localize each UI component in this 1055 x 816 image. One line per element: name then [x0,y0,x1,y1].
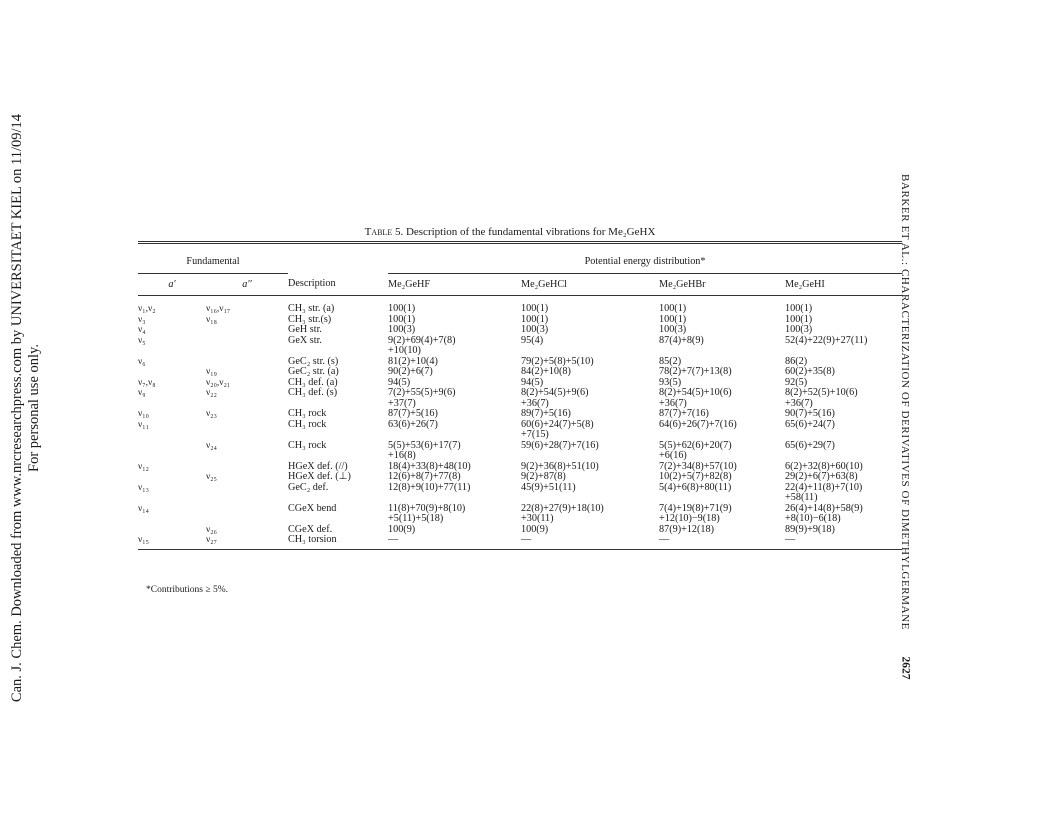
cell-me2gehbr: 7(2)+34(8)+57(10) [659,460,737,472]
table-caption [120,226,900,238]
cell-me2gehi: 6(2)+32(8)+60(10) [785,460,863,472]
cell-me2gehi: 86(2) [785,355,808,367]
cell-description [288,346,388,357]
cell-a-double-prime: ν₁₉ [206,367,217,377]
col-a-double-prime: a′′ [206,273,288,296]
cell-me2gehbr: 10(2)+5(7)+82(8) [659,471,732,482]
cell-description: CGeX def. [288,523,333,535]
cell-me2gehi: 22(4)+11(8)+7(10) [785,481,863,493]
cell-me2gehbr: 87(4)+8(9) [659,334,704,346]
cell-a-prime: ν₁₅ [138,535,206,549]
cell-a-double-prime [206,462,288,473]
table-row [138,493,902,504]
table-row [138,409,902,420]
cell-me2gehcl: 100(9) [521,523,549,535]
table-row [138,514,902,525]
table-row [138,346,902,357]
fundamental-header: Fundamental [138,243,288,274]
col-me2gehf: Me₂GeHF [388,273,521,296]
cell-me2gehbr: 8(2)+54(5)+10(6) [659,387,732,398]
cell-me2gehi: 100(1) [785,303,813,314]
cell-description: CH₃ str. (a) [288,303,335,314]
cell-a-double-prime [206,493,288,504]
cell-a-prime [138,451,206,462]
cell-me2gehf: 9(2)+69(4)+7(8) [388,334,456,346]
cell-a-double-prime: ν₂₃ [206,409,217,419]
cell-me2gehbr [659,493,785,504]
cell-a-prime: ν₁₀ [138,409,149,419]
cell-description: HGeX def. (//) [288,460,348,472]
cell-a-double-prime [206,514,288,525]
cell-me2gehcl: 22(8)+27(9)+18(10) [521,502,604,514]
cell-a-prime: ν₆ [138,356,146,367]
cell-me2gehcl: +30(11) [521,513,554,524]
table-row [138,472,902,483]
cell-me2gehbr: 85(2) [659,355,682,367]
cell-me2gehcl: 84(2)+10(8) [521,366,571,377]
cell-me2gehcl: 59(6)+28(7)+7(16) [521,439,599,451]
cell-me2gehcl: 100(3) [521,324,549,335]
cell-me2gehf: 87(7)+5(16) [388,408,438,419]
cell-me2gehi: 60(2)+35(8) [785,366,835,377]
table-row [138,388,902,399]
cell-description: HGeX def. (⊥) [288,471,351,482]
cell-me2gehi: 52(4)+22(9)+27(11) [785,334,868,346]
cell-me2gehi: 29(2)+6(7)+63(8) [785,471,858,482]
cell-description [288,430,388,441]
cell-me2gehbr: 5(5)+62(6)+20(7) [659,439,732,451]
cell-a-prime: ν₅ [138,335,146,346]
column-header-row [138,273,902,296]
header-spacer [288,243,388,274]
cell-a-double-prime: ν₂₅ [206,472,217,482]
page-number-text: 2627 [899,656,911,680]
cell-me2gehi: +8(10)−6(18) [785,513,841,524]
cell-a-prime: ν₁₂ [138,461,149,472]
vibration-table [138,241,902,550]
cell-a-prime: ν₉ [138,388,146,398]
cell-me2gehcl: 79(2)+5(8)+5(10) [521,355,594,367]
cell-me2gehf: 12(8)+9(10)+77(11) [388,481,471,493]
cell-description: CH₃ rock [288,418,327,430]
cell-description: GeH str. [288,324,322,335]
cell-me2gehi: 89(9)+9(18) [785,523,835,535]
cell-description: GeC₂ str. (a) [288,366,339,377]
cell-me2gehbr: 7(4)+19(8)+71(9) [659,502,732,514]
cell-description: CH₃ torsion [288,535,388,549]
cell-me2gehcl [521,346,659,357]
col-description: Description [288,273,388,296]
cell-a-double-prime [206,451,288,462]
cell-me2gehi: +58(11) [785,492,818,503]
cell-me2gehbr: +36(7) [659,397,687,409]
cell-me2gehcl: +7(15) [521,429,549,440]
cell-me2gehf: +5(11)+5(18) [388,513,444,524]
cell-a-double-prime: ν₁₈ [206,314,217,325]
cell-me2gehcl [521,451,659,462]
cell-description: GeX str. [288,334,322,346]
cell-me2gehi: 8(2)+52(5)+10(6) [785,387,858,398]
cell-me2gehi: 26(4)+14(8)+58(9) [785,502,863,514]
cell-me2gehi [785,346,902,357]
cell-a-prime [138,493,206,504]
cell-description: CH₃ def. (a) [288,376,338,388]
page-number [896,650,914,686]
col-me2gehi: Me₂GeHI [785,273,902,296]
cell-me2gehf: 11(8)+70(9)+8(10) [388,502,466,514]
cell-description: CH₃ def. (s) [288,387,338,398]
cell-description: CH₃ rock [288,439,327,451]
cell-me2gehbr: +6(16) [659,450,687,461]
download-notice [4,6,48,810]
cell-a-double-prime [206,504,288,515]
cell-me2gehf: 100(1) [388,313,416,325]
cell-a-double-prime [206,420,288,431]
cell-me2gehi: 65(6)+29(7) [785,439,835,451]
cell-a-double-prime: ν₁₆,ν₁₇ [206,304,231,314]
cell-me2gehf: +16(8) [388,450,416,461]
cell-a-double-prime [206,430,288,441]
cell-a-double-prime: ν₂₀,ν₂₁ [206,377,231,388]
cell-me2gehbr: 5(4)+6(8)+80(11) [659,481,732,493]
cell-me2gehi: — [785,535,902,549]
cell-me2gehi [785,451,902,462]
cell-a-double-prime [206,483,288,494]
cell-a-prime: ν₁₁ [138,419,149,430]
cell-me2gehf: 100(1) [388,303,416,314]
cell-me2gehi: 100(1) [785,313,813,325]
cell-me2gehcl [521,493,659,504]
cell-a-prime [138,430,206,441]
table-row [138,451,902,462]
cell-me2gehcl: 8(2)+54(5)+9(6) [521,387,589,398]
table-row [138,441,902,452]
cell-me2gehcl: 9(2)+87(8) [521,471,566,482]
cell-a-double-prime: ν₂₂ [206,388,217,398]
cell-me2gehf: 100(3) [388,324,416,335]
cell-a-prime [138,367,206,378]
cell-me2gehcl: 9(2)+36(8)+51(10) [521,460,599,472]
cell-me2gehbr [659,430,785,441]
cell-description: GeC₂ str. (s) [288,355,339,367]
cell-a-double-prime: ν₂₇ [206,535,288,549]
cell-a-prime [138,525,206,536]
cell-me2gehf: — [388,535,521,549]
header-group-row [138,243,902,274]
cell-me2gehbr: 100(1) [659,313,687,325]
cell-me2gehcl: +36(7) [521,397,549,409]
cell-me2gehcl: 95(4) [521,334,544,346]
table-row [138,325,902,336]
cell-me2gehf: 100(9) [388,523,416,535]
cell-me2gehbr: 87(9)+12(18) [659,523,714,535]
cell-a-double-prime: ν₂₄ [206,440,217,451]
cell-me2gehbr: 87(7)+7(16) [659,408,709,419]
cell-a-double-prime [206,325,288,336]
cell-me2gehf: +10(10) [388,345,421,356]
cell-description: CH₃ str.(s) [288,313,332,325]
cell-a-prime: ν₄ [138,325,146,335]
cell-me2gehf: 18(4)+33(8)+48(10) [388,460,471,472]
table-row [138,430,902,441]
cell-me2gehbr: 64(6)+26(7)+7(16) [659,418,737,430]
cell-me2gehi [785,430,902,441]
table-body [138,296,902,550]
cell-me2gehbr: 78(2)+7(7)+13(8) [659,366,732,377]
cell-description [288,451,388,462]
cell-me2gehi: 100(3) [785,324,813,335]
cell-me2gehcl: 94(5) [521,376,544,388]
col-a-prime: a′ [138,273,206,296]
cell-a-prime [138,472,206,483]
running-head-text: BARKER ET AL.: CHARACTERIZATION OF DERIVATIVES OF DIMETHYLGERMANE [899,174,912,630]
cell-a-double-prime: ν₂₆ [206,524,217,535]
table-row [138,535,902,549]
cell-me2gehf: 81(2)+10(4) [388,355,438,367]
cell-me2gehi: 65(6)+24(7) [785,418,835,430]
cell-me2gehbr: 93(5) [659,376,682,388]
cell-me2gehi: +36(7) [785,397,813,409]
download-notice-line: Can. J. Chem. Downloaded from www.nrcresearchpress.com by UNIVERSITAET KIEL on 11/09/14 [9,113,25,703]
cell-a-double-prime [206,357,288,368]
cell-me2gehf: 12(6)+8(7)+77(8) [388,471,461,482]
cell-a-double-prime [206,336,288,347]
cell-me2gehf [388,493,521,504]
cell-a-prime: ν₁₃ [138,482,149,493]
cell-me2gehcl: 100(1) [521,303,549,314]
cell-me2gehi: 92(5) [785,376,808,388]
cell-me2gehf: +37(7) [388,397,416,409]
cell-me2gehcl: — [521,535,659,549]
cell-description [288,493,388,504]
cell-me2gehf [388,430,521,441]
cell-me2gehcl: 89(7)+5(16) [521,408,571,419]
cell-a-prime [138,441,206,452]
table-title: Description of the fundamental vibrations for Me₂GeHX [405,226,656,238]
cell-me2gehbr: 100(3) [659,324,687,335]
cell-a-prime [138,399,206,410]
cell-me2gehf: 94(5) [388,376,411,388]
cell-me2gehf: 5(5)+53(6)+17(7) [388,439,461,451]
cell-a-prime: ν₁,ν₂ [138,304,156,314]
cell-description: GeC₂ def. [288,481,329,493]
cell-description [288,514,388,525]
cell-me2gehcl: 100(1) [521,313,549,325]
col-me2gehcl: Me₂GeHCl [521,273,659,296]
cell-me2gehbr: 100(1) [659,303,687,314]
cell-a-prime: ν₃ [138,314,146,325]
table-row [138,336,902,347]
table-row [138,296,902,315]
cell-description: CH₃ rock [288,408,327,419]
cell-me2gehf: 7(2)+55(5)+9(6) [388,387,456,398]
cell-description: CGeX bend [288,502,337,514]
cell-me2gehbr: +12(10)−9(18) [659,513,720,524]
cell-me2gehcl: 60(6)+24(7)+5(8) [521,418,594,430]
cell-me2gehf: 63(6)+26(7) [388,418,438,430]
personal-use-note: For personal use only. [26,344,42,472]
ped-header: Potential energy distribution* [388,243,902,274]
cell-me2gehcl: 45(9)+51(11) [521,481,576,493]
cell-a-prime [138,346,206,357]
cell-a-prime [138,514,206,525]
table-label: Table 5. [364,226,404,238]
table-row [138,367,902,378]
cell-a-double-prime [206,399,288,410]
col-me2gehbr: Me₂GeHBr [659,273,785,296]
cell-a-prime: ν₇,ν₈ [138,377,156,388]
cell-me2gehbr [659,346,785,357]
cell-me2gehbr: — [659,535,785,549]
cell-me2gehi: 90(7)+5(16) [785,408,835,419]
cell-a-double-prime [206,346,288,357]
table-footnote: *Contributions ≥ 5%. [146,585,229,595]
cell-a-prime: ν₁₄ [138,503,149,514]
cell-me2gehf: 90(2)+6(7) [388,366,433,377]
